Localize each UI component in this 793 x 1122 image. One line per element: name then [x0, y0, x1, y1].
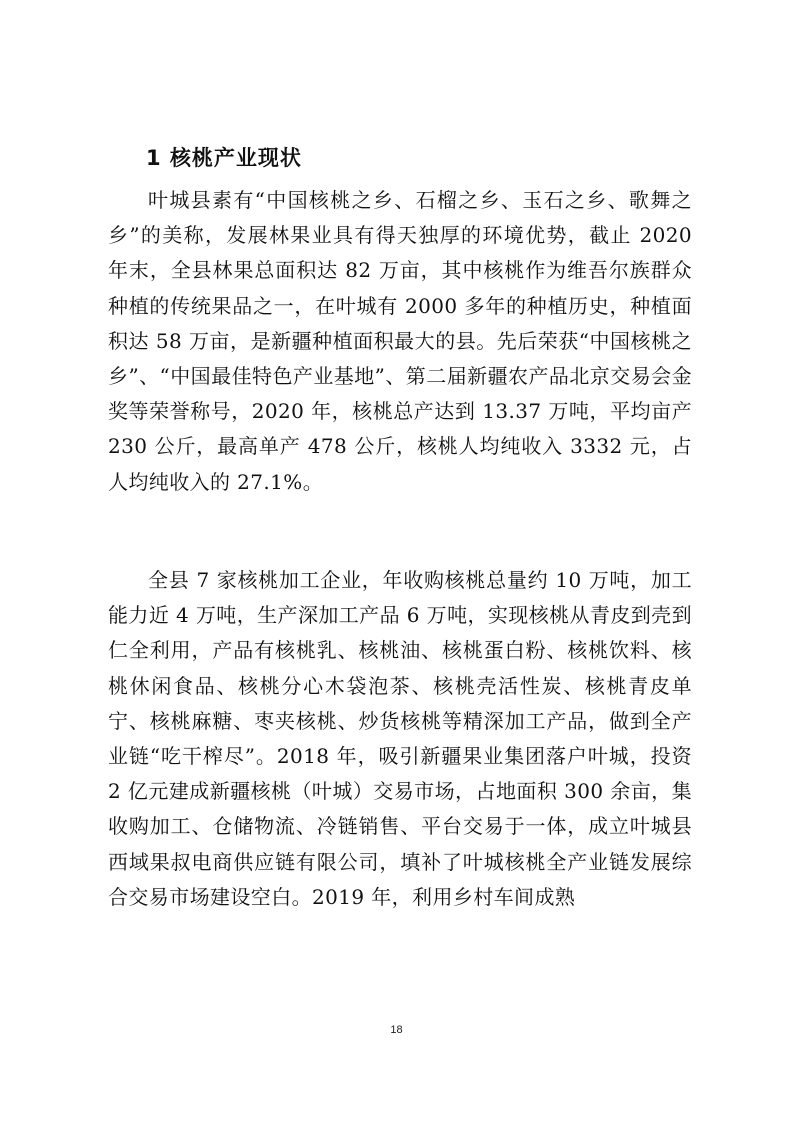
- section-heading: 1 核桃产业现状: [146, 146, 302, 170]
- paragraph-industry-overview: 叶城县素有“中国核桃之乡、石榴之乡、玉石之乡、歌舞之乡”的美称，发展林果业具有得天独厚的环境优势，截止 2020 年末，全县林果总面积达 82 万亩，其中核桃作为维吾尔族群众种植的传统果品之一，在叶城有 2000 多年的种植历史，种植面积达 58 万亩，是新疆种植面积最大的县。先后荣获“中国核桃之乡”、“中国最佳特色产业基地”、第二届新疆农产品北京交易会金奖等荣誉称号，2020 年，核桃总产达到 13.37 万吨，平均亩产 230 公斤，最高单产 478 公斤，核桃人均纯收入 3332 元，占人均纯收入的 27.1%。: [108, 188, 692, 494]
- page-number: 18: [390, 1024, 403, 1036]
- paragraph-processing-enterprises: 全县 7 家核桃加工企业，年收购核桃总量约 10 万吨，加工能力近 4 万吨，生产深加工产品 6 万吨，实现核桃从青皮到壳到仁全利用，产品有核桃乳、核桃油、核桃蛋白粉、核桃饮料、核桃休闲食品、核桃分心木袋泡茶、核桃壳活性炭、核桃青皮单宁、核桃麻糖、枣夹核桃、炒货核桃等精深加工产品，做到全产业链“吃干榨尽”。2018 年，吸引新疆果业集团落户叶城，投资 2 亿元建成新疆核桃（叶城）交易市场，占地面积 300 余亩，集收购加工、仓储物流、冷链销售、平台交易于一体，成立叶城县西域果叔电商供应链有限公司，填补了叶城核桃全产业链发展综合交易市场建设空白。2019 年，利用乡村车间成熟: [108, 568, 692, 909]
